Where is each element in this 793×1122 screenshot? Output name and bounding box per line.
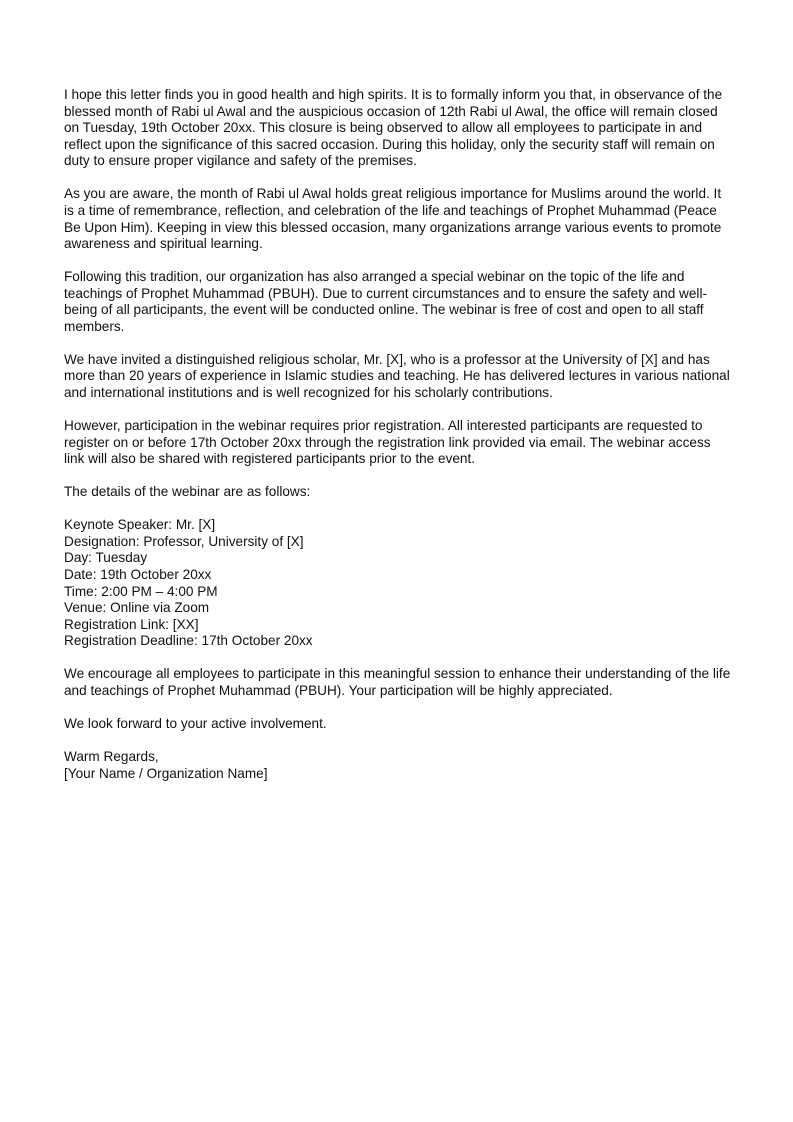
detail-venue: Venue: Online via Zoom: [64, 600, 210, 616]
letter-closing: [64, 749, 732, 782]
detail-registration-deadline: Registration Deadline: 17th October 20xx: [64, 633, 313, 649]
paragraph-details-intro: The details of the webinar are as follows:: [64, 484, 311, 500]
detail-designation: Designation: Professor, University of [X]: [64, 533, 304, 549]
letter-body: [64, 87, 732, 782]
paragraph-guest-scholar: We have invited a distinguished religious scholar, Mr. [X], who is a professor at the University of [X] and has more than 20 years of experience in Islamic studies and teaching. He has delivered lectures in various national and international institutions and is well recognized for his scholarly contributions.: [64, 351, 730, 401]
detail-time: Time: 2:00 PM – 4:00 PM: [64, 583, 218, 599]
detail-date: Date: 19th October 20xx: [64, 567, 212, 582]
paragraph-look-forward: We look forward to your active involvement.: [64, 715, 327, 731]
closing-signature: [Your Name / Organization Name]: [64, 765, 268, 781]
paragraph-encouragement: We encourage all employees to participate in this meaningful session to enhance their understanding of the life and teachings of Prophet Muhammad (PBUH). Your participation will be highly appreciated.: [64, 666, 731, 698]
webinar-details-list: [64, 517, 732, 650]
paragraph-webinar-announcement: Following this tradition, our organization has also arranged a special webinar on the topic of the life and teachings of Prophet Muhammad (PBUH). Due to current circumstances and to ensure the safety and well-being of all participants, the event will be conducted online. The webinar is free of cost and open to all staff members.: [64, 269, 707, 334]
detail-registration-link: Registration Link: [XX]: [64, 616, 199, 632]
detail-keynote-speaker: Keynote Speaker: Mr. [X]: [64, 517, 216, 533]
paragraph-registration: However, participation in the webinar requires prior registration. All interested participants are requested to register on or before 17th October 20xx through the registration link provided via email. The webinar access link will also be shared with registered participants prior to the event.: [64, 418, 711, 467]
closing-salutation: Warm Regards,: [64, 748, 159, 764]
paragraph-rabi-ul-awal-importance: As you are aware, the month of Rabi ul Awal holds great religious importance for Muslims around the world. It is a time of remembrance, reflection, and celebration of the life and teachings of Prophet Muhammad (Peace Be Upon Him). Keeping in view this blessed occasion, many organizations arrange various events to promote awareness and spiritual learning.: [64, 186, 722, 252]
paragraph-closure-notice: I hope this letter finds you in good health and high spirits. It is to formally inform you that, in observance of the blessed month of Rabi ul Awal and the auspicious occasion of 12th Rabi ul Awal, the office will remain closed on Tuesday, 19th October 20xx. This closure is being observed to allow all employees to participate in and reflect upon the significance of this sacred occasion. During this holiday, only the security staff will remain on duty to ensure proper vigilance and safety of the premises.: [64, 87, 723, 169]
detail-day: Day: Tuesday: [64, 550, 148, 566]
